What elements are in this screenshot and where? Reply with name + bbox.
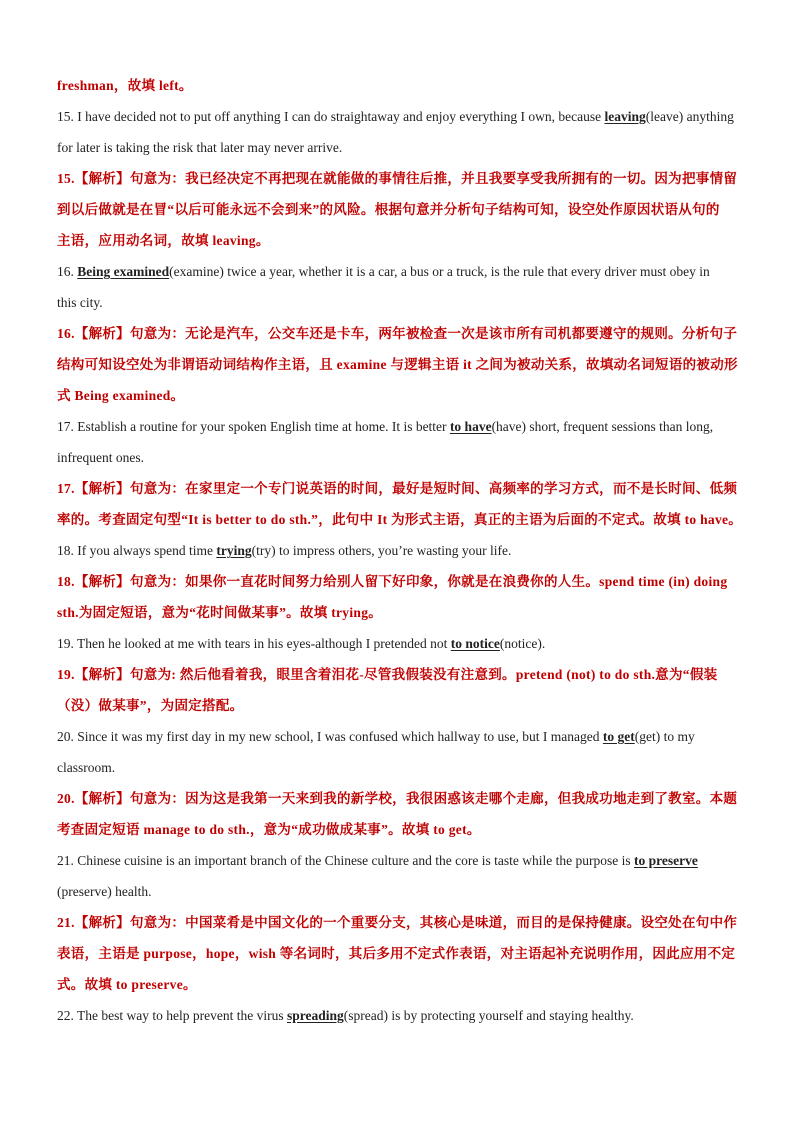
analysis-line: 19.【解析】句意为: 然后他看着我，眼里含着泪花-尽管我假装没有注意到。pretend (not) to do sth.意为“假装 xyxy=(57,667,718,682)
question-number: 15. xyxy=(57,109,74,124)
analysis-line: 主语，应用动名词，故填 leaving。 xyxy=(57,233,270,248)
question-text-after: (spread) is by protecting yourself and staying healthy. xyxy=(343,1008,634,1023)
analysis-line: 率的。考查固定句型“It is better to do sth.”，此句中 It 为形式主语，真正的主语为后面的不定式。故填 to have。 xyxy=(57,512,743,527)
analysis-line: 到以后做就是在冒“以后可能永远不会到来”的风险。根据句意并分析句子结构可知，设空处作原因状语从句的 xyxy=(57,202,720,217)
answer-blank: to preserve xyxy=(633,853,698,868)
question-line xyxy=(57,535,749,566)
question-text-after: (leave) anything xyxy=(645,109,734,124)
analysis-line: 结构可知设空处为非谓语动词结构作主语，且 examine 与逻辑主语 it 之间为被动关系，故填动名词短语的被动形 xyxy=(57,357,738,372)
question-text-after: (try) to impress others, you’re wasting your life. xyxy=(251,543,512,558)
document-page xyxy=(57,70,749,1031)
answer-blank: to notice xyxy=(450,636,500,651)
question-text-after: (examine) twice a year, whether it is a car, a bus or a truck, is the rule that every driver must obey in xyxy=(169,264,710,279)
analysis-line: 20.【解析】句意为：因为这是我第一天来到我的新学校，我很困惑该走哪个走廊，但我成功地走到了教室。本题 xyxy=(57,791,738,806)
question-text: I have decided not to put off anything I can do straightaway and enjoy everything I own, because xyxy=(77,109,605,124)
question-line xyxy=(57,628,749,659)
question-number: 18. xyxy=(57,543,74,558)
question-line xyxy=(57,411,749,442)
analysis-line: 表语，主语是 purpose，hope，wish 等名词时，其后多用不定式作表语，对主语起补充说明作用，因此应用不定 xyxy=(57,946,736,961)
analysis-line: 考查固定短语 manage to do sth.，意为“成功做成某事”。故填 to get。 xyxy=(57,822,481,837)
analysis-line: 17.【解析】句意为：在家里定一个专门说英语的时间，最好是短时间、高频率的学习方式，而不是长时间、低频 xyxy=(57,481,738,496)
answer-blank: Being examined xyxy=(77,264,170,279)
question-text-after: (notice). xyxy=(499,636,546,651)
question-continuation: for later is taking the risk that later may never arrive. xyxy=(57,140,343,155)
analysis-line: 15.【解析】句意为：我已经决定不再把现在就能做的事情往后推，并且我要享受我所拥有的一切。因为把事情留 xyxy=(57,171,738,186)
question-text: Chinese cuisine is an important branch of the Chinese culture and the core is taste while the purpose is xyxy=(77,853,634,868)
answer-blank: to have xyxy=(449,419,492,434)
question-text: Establish a routine for your spoken English time at home. It is better xyxy=(77,419,450,434)
question-number: 22. xyxy=(57,1008,74,1023)
analysis-line: 18.【解析】句意为：如果你一直花时间努力给别人留下好印象，你就是在浪费你的人生。spend time (in) doing xyxy=(57,574,728,589)
question-text: Then he looked at me with tears in his eyes-although I pretended not xyxy=(77,636,451,651)
question-number: 19. xyxy=(57,636,74,651)
question-number: 17. xyxy=(57,419,74,434)
question-line xyxy=(57,101,749,132)
answer-blank: spreading xyxy=(286,1008,344,1023)
question-text-after: (get) to my xyxy=(634,729,695,744)
question-line xyxy=(57,721,749,752)
analysis-line: sth.为固定短语，意为“花时间做某事”。故填 trying。 xyxy=(57,605,383,620)
analysis-line: 式 Being examined。 xyxy=(57,388,185,403)
analysis-line: 式。故填 to preserve。 xyxy=(57,977,197,992)
answer-blank: trying xyxy=(216,543,252,558)
analysis-line: （没）做某事”，为固定搭配。 xyxy=(57,698,244,713)
question-text: The best way to help prevent the virus xyxy=(77,1008,287,1023)
question-text: Since it was my first day in my new school, I was confused which hallway to use, but I managed xyxy=(77,729,603,744)
question-line xyxy=(57,1000,749,1031)
analysis-line: 16.【解析】句意为：无论是汽车，公交车还是卡车，两年被检查一次是该市所有司机都要遵守的规则。分析句子 xyxy=(57,326,738,341)
question-continuation: classroom. xyxy=(57,760,116,775)
question-text-after: (have) short, frequent sessions than long, xyxy=(491,419,714,434)
question-number: 20. xyxy=(57,729,74,744)
question-continuation: infrequent ones. xyxy=(57,450,144,465)
question-line xyxy=(57,845,749,876)
question-number: 16. xyxy=(57,264,74,279)
question-line xyxy=(57,256,749,287)
question-continuation: (preserve) health. xyxy=(57,884,152,899)
analysis-line: freshman，故填 left。 xyxy=(57,78,193,93)
question-text: If you always spend time xyxy=(77,543,217,558)
question-number: 21. xyxy=(57,853,74,868)
answer-blank: to get xyxy=(602,729,635,744)
answer-blank: leaving xyxy=(604,109,646,124)
analysis-line: 21.【解析】句意为：中国菜肴是中国文化的一个重要分支，其核心是味道，而目的是保持健康。设空处在句中作 xyxy=(57,915,738,930)
question-continuation: this city. xyxy=(57,295,103,310)
